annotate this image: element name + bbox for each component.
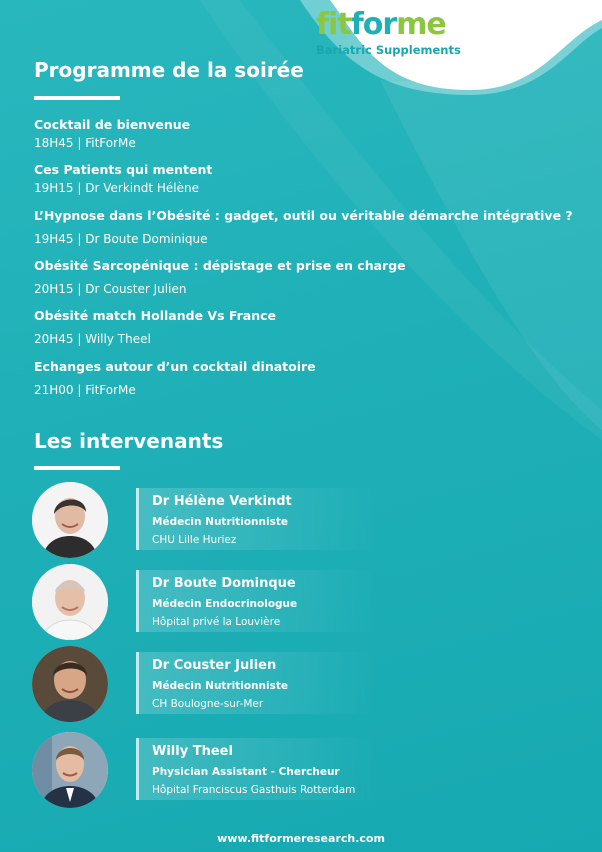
programme-item-detail: 20H15 | Dr Couster Julien — [34, 282, 187, 296]
speaker-name: Dr Couster Julien — [152, 658, 277, 673]
speaker-role: Médecin Endocrinologue — [152, 598, 298, 610]
speaker-affiliation: Hôpital Franciscus Gasthuis Rotterdam — [152, 784, 356, 796]
programme-item — [34, 162, 212, 195]
speakers-title-underline — [34, 466, 120, 470]
speaker-photo-boute — [32, 564, 108, 640]
programme-item-title: Cocktail de bienvenue — [34, 117, 191, 132]
programme-item-title: Ces Patients qui mentent — [34, 162, 213, 177]
speaker-photo-verkindt — [32, 482, 108, 558]
logo-subtitle: Bariatric Supplements — [316, 43, 461, 57]
speaker-card — [136, 652, 379, 714]
logo-wordmark: fitforme — [316, 7, 446, 42]
programme-item — [34, 208, 573, 246]
programme-item — [34, 308, 276, 346]
fitforme-logo — [316, 7, 461, 57]
speaker-card — [136, 738, 379, 800]
programme-item-title: Obésité Sarcopénique : dépistage et prise en charge — [34, 258, 406, 273]
speaker-affiliation: CHU Lille Huriez — [152, 534, 237, 546]
programme-item-detail: 19H45 | Dr Boute Dominique — [34, 232, 208, 246]
programme-item — [34, 359, 316, 397]
speaker-photo-couster — [32, 646, 108, 722]
programme-item-title: Obésité match Hollande Vs France — [34, 308, 276, 323]
speaker-role: Médecin Nutritionniste — [152, 516, 288, 528]
speaker-name: Dr Hélène Verkindt — [152, 494, 292, 509]
programme-title-underline — [34, 96, 120, 100]
programme-item-detail: 19H15 | Dr Verkindt Hélène — [34, 181, 199, 195]
speaker-photo-theel — [32, 732, 108, 808]
speaker-role: Médecin Nutritionniste — [152, 680, 288, 692]
speaker-affiliation: Hôpital privé la Louvière — [152, 616, 281, 628]
programme-item-detail: 21H00 | FitForMe — [34, 383, 136, 397]
speakers-title: Les intervenants — [34, 429, 224, 453]
speaker-role: Physician Assistant - Chercheur — [152, 766, 340, 778]
programme-item-title: L’Hypnose dans l’Obésité : gadget, outil ou véritable démarche intégrative ? — [34, 208, 573, 223]
speaker-name: Dr Boute Dominque — [152, 576, 296, 591]
programme-item-detail: 20H45 | Willy Theel — [34, 332, 151, 346]
speaker-affiliation: CH Boulogne-sur-Mer — [152, 698, 264, 710]
programme-title: Programme de la soirée — [34, 58, 304, 82]
speaker-name: Willy Theel — [152, 744, 233, 759]
footer-website: www.fitformeresearch.com — [217, 832, 385, 845]
programme-item-title: Echanges autour d’un cocktail dinatoire — [34, 359, 316, 374]
programme-item-detail: 18H45 | FitForMe — [34, 136, 136, 150]
speaker-card — [136, 570, 379, 632]
programme-item — [34, 117, 190, 150]
programme-item — [34, 258, 406, 296]
speaker-card — [136, 488, 379, 550]
